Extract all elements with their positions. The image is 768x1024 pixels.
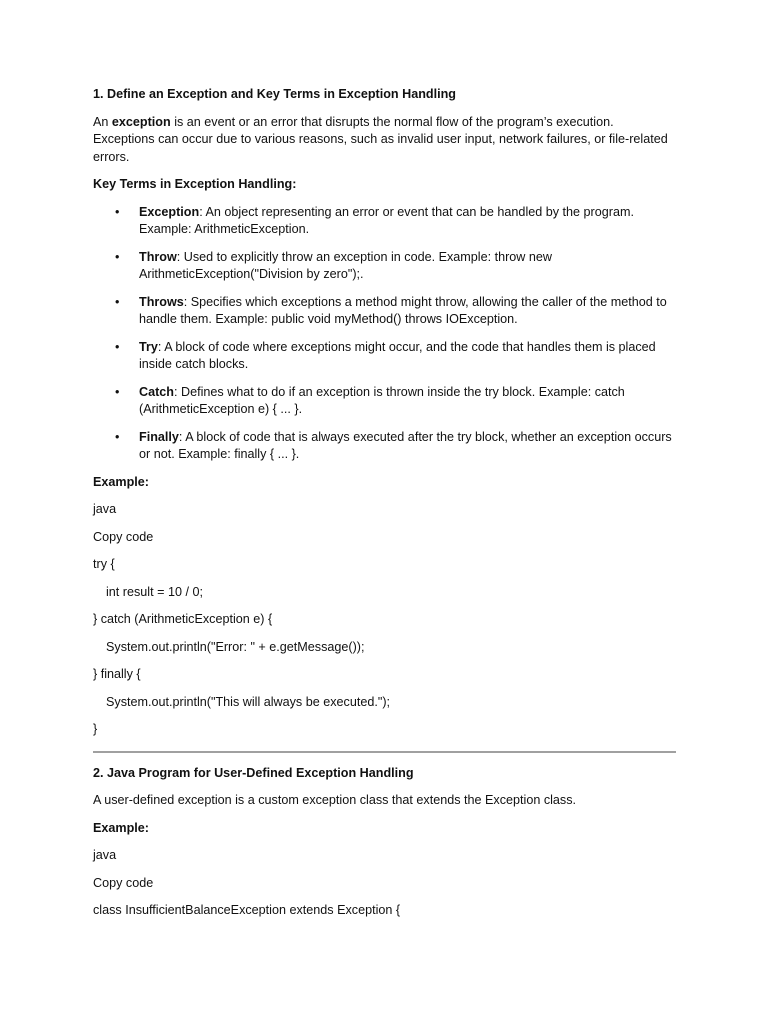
intro-rest: is an event or an error that disrupts the normal flow of the program’s execution. Exceptions can occur due to various reasons, such as invalid user input, network failures, or file-related errors. — [93, 114, 668, 164]
code-line: int result = 10 / 0; — [106, 584, 203, 599]
example-label: Example: — [93, 474, 149, 489]
bullet-icon: • — [115, 339, 120, 354]
list-item — [93, 384, 678, 419]
exception-definition-paragraph — [93, 114, 678, 167]
intro-bold-term: exception — [111, 114, 171, 129]
code-line: } finally { — [93, 667, 141, 681]
term-name: Finally — [139, 429, 179, 444]
section-divider — [93, 751, 676, 753]
intro-prefix: An — [93, 114, 112, 129]
code-line: } catch (ArithmeticException e) { — [93, 612, 273, 626]
bullet-icon: • — [115, 384, 120, 399]
term-description: : Defines what to do if an exception is thrown inside the try block. Example: catch (ArithmeticException e) { ... }. — [139, 384, 625, 416]
copy-code-button[interactable]: Copy code — [93, 529, 154, 544]
term-name: Throws — [139, 294, 184, 309]
list-item — [93, 429, 678, 464]
user-defined-exception-paragraph: A user-defined exception is a custom exception class that extends the Exception class. — [93, 793, 577, 807]
term-name: Exception — [139, 204, 200, 219]
bullet-icon: • — [115, 294, 120, 309]
term-name: Try — [139, 339, 158, 354]
code-line: System.out.println("This will always be executed."); — [106, 694, 391, 709]
code-line: try { — [93, 557, 115, 571]
code-language-label: java — [93, 502, 117, 516]
key-terms-heading: Key Terms in Exception Handling: — [93, 177, 297, 191]
code-line: } — [93, 722, 98, 736]
copy-code-button-2[interactable]: Copy code — [93, 875, 154, 890]
list-item — [93, 204, 678, 239]
section-1-heading: 1. Define an Exception and Key Terms in Exception Handling — [93, 87, 456, 101]
term-description: : A block of code where exceptions might occur, and the code that handles them is placed inside catch blocks. — [139, 339, 656, 371]
document-page — [93, 86, 678, 930]
code-block — [93, 556, 678, 739]
example-label-2: Example: — [93, 820, 149, 835]
code-line: class InsufficientBalanceException extends Exception { — [93, 903, 401, 917]
term-name: Catch — [139, 384, 174, 399]
list-item — [93, 339, 678, 374]
list-item — [93, 294, 678, 329]
code-line: System.out.println("Error: " + e.getMessage()); — [106, 639, 365, 654]
section-2-heading: 2. Java Program for User-Defined Exception Handling — [93, 765, 414, 780]
bullet-icon: • — [115, 249, 120, 264]
list-item — [93, 249, 678, 284]
key-terms-list — [93, 204, 678, 464]
term-description: : Specifies which exceptions a method might throw, allowing the caller of the method to handle them. Example: public void myMethod() throws IOException. — [139, 294, 667, 326]
term-description: : A block of code that is always executed after the try block, whether an exception occurs or not. Example: finally { ... }. — [139, 429, 672, 461]
term-description: : An object representing an error or event that can be handled by the program. Example: ArithmeticException. — [139, 204, 634, 236]
code-language-label-2: java — [93, 848, 117, 862]
bullet-icon: • — [115, 204, 120, 219]
bullet-icon: • — [115, 429, 120, 444]
term-description: : Used to explicitly throw an exception in code. Example: throw new ArithmeticException("Division by zero");. — [139, 249, 552, 281]
term-name: Throw — [139, 249, 177, 264]
